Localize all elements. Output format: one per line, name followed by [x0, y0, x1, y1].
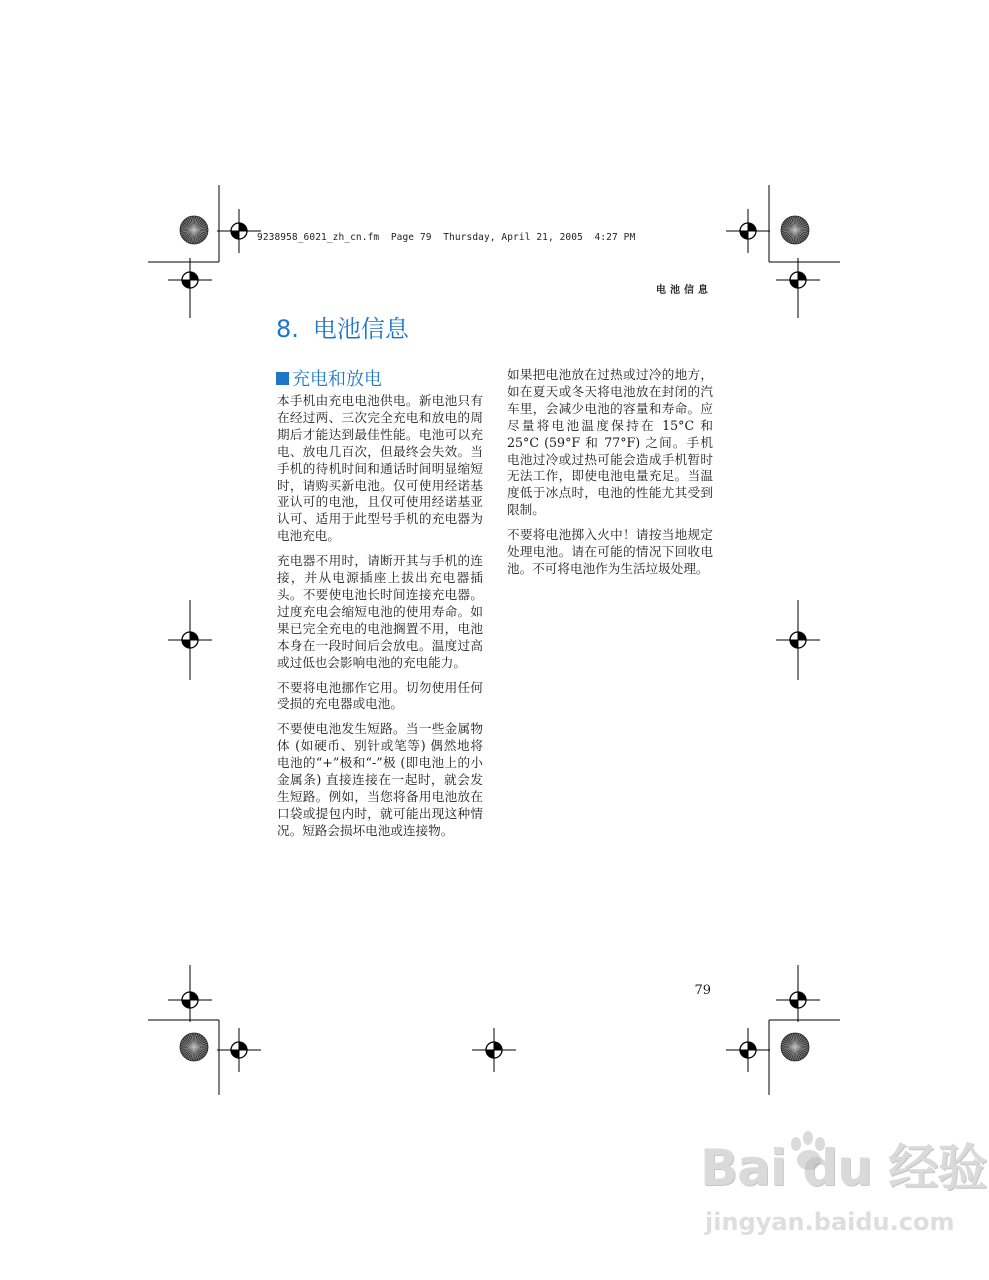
chapter-title-text: 电池信息: [312, 315, 409, 343]
paragraph: 本手机由充电电池供电。新电池只有在经过两、三次完全充电和放电的周期后才能达到最佳性能。电池可以充电、放电几百次，但最终会失效。当手机的待机时间和通话时间明显缩短时，请购买新电池。仅可使用经诺基亚认可的电池，且仅可使用经诺基亚认可、适用于此型号手机的充电器为电池充电。: [277, 393, 483, 544]
page-number: 79: [694, 983, 711, 998]
section-title-text: 充电和放电: [292, 369, 382, 390]
registration-target-icon: [726, 209, 770, 253]
registration-target-icon: [168, 618, 212, 662]
square-bullet-icon: [276, 372, 289, 385]
registration-target-icon: [776, 978, 820, 1022]
paragraph: 充电器不用时，请断开其与手机的连接，并从电源插座上拔出充电器插头。不要使电池长时间连接充电器。过度充电会缩短电池的使用寿命。如果已完全充电的电池搁置不用，电池本身在一段时间后会放电。温度过高或过低也会影响电池的充电能力。: [277, 553, 483, 670]
watermark-logo: Bai du 经验: [700, 1139, 987, 1197]
registration-starburst-icon: [180, 1033, 208, 1061]
registration-target-icon: [217, 1028, 261, 1072]
registration-target-icon: [776, 258, 820, 302]
text-column-right: [507, 367, 713, 586]
registration-starburst-icon: [781, 1033, 809, 1061]
watermark-url: jingyan.baidu.com: [705, 1208, 955, 1236]
chapter-number: 8.: [276, 315, 299, 343]
registration-target-icon: [168, 978, 212, 1022]
registration-starburst-icon: [180, 216, 208, 244]
baidu-jingyan-watermark: [700, 1128, 987, 1258]
registration-target-icon: [472, 1028, 516, 1072]
section-title: [276, 365, 382, 391]
paragraph: 如果把电池放在过热或过冷的地方，如在夏天或冬天将电池放在封闭的汽车里，会减少电池的容量和寿命。应尽量将电池温度保持在 15°C 和 25°C (59°F 和 77°F) 之间。手机电池过冷或过热可能会造成手机暂时无法工作，即使电池电量充足。当温度低于冰点时，电池的性能尤其受到限制。: [507, 367, 713, 518]
print-slug-line: 9238958_6021_zh_cn.fm Page 79 Thursday, April 21, 2005 4:27 PM: [257, 232, 636, 243]
registration-starburst-icon: [781, 216, 809, 244]
text-column-left: [277, 393, 483, 848]
paragraph: 不要使电池发生短路。当一些金属物体 (如硬币、别针或笔等) 偶然地将电池的“+”极和“-”极 (即电池上的小金属条) 直接连接在一起时，就会发生短路。例如，当您将备用电池放在口袋或提包内时，就可能出现这种情况。短路会损坏电池或连接物。: [277, 721, 483, 838]
registration-target-icon: [217, 209, 261, 253]
paragraph: 不要将电池挪作它用。切勿使用任何受损的充电器或电池。: [277, 679, 483, 712]
registration-target-icon: [726, 1028, 770, 1072]
registration-target-icon: [168, 258, 212, 302]
chapter-title: [276, 309, 409, 344]
paragraph: 不要将电池掷入火中！请按当地规定处理电池。请在可能的情况下回收电池。不可将电池作为生活垃圾处理。: [507, 527, 713, 576]
running-head: 电池信息: [656, 285, 712, 296]
registration-target-icon: [776, 618, 820, 662]
